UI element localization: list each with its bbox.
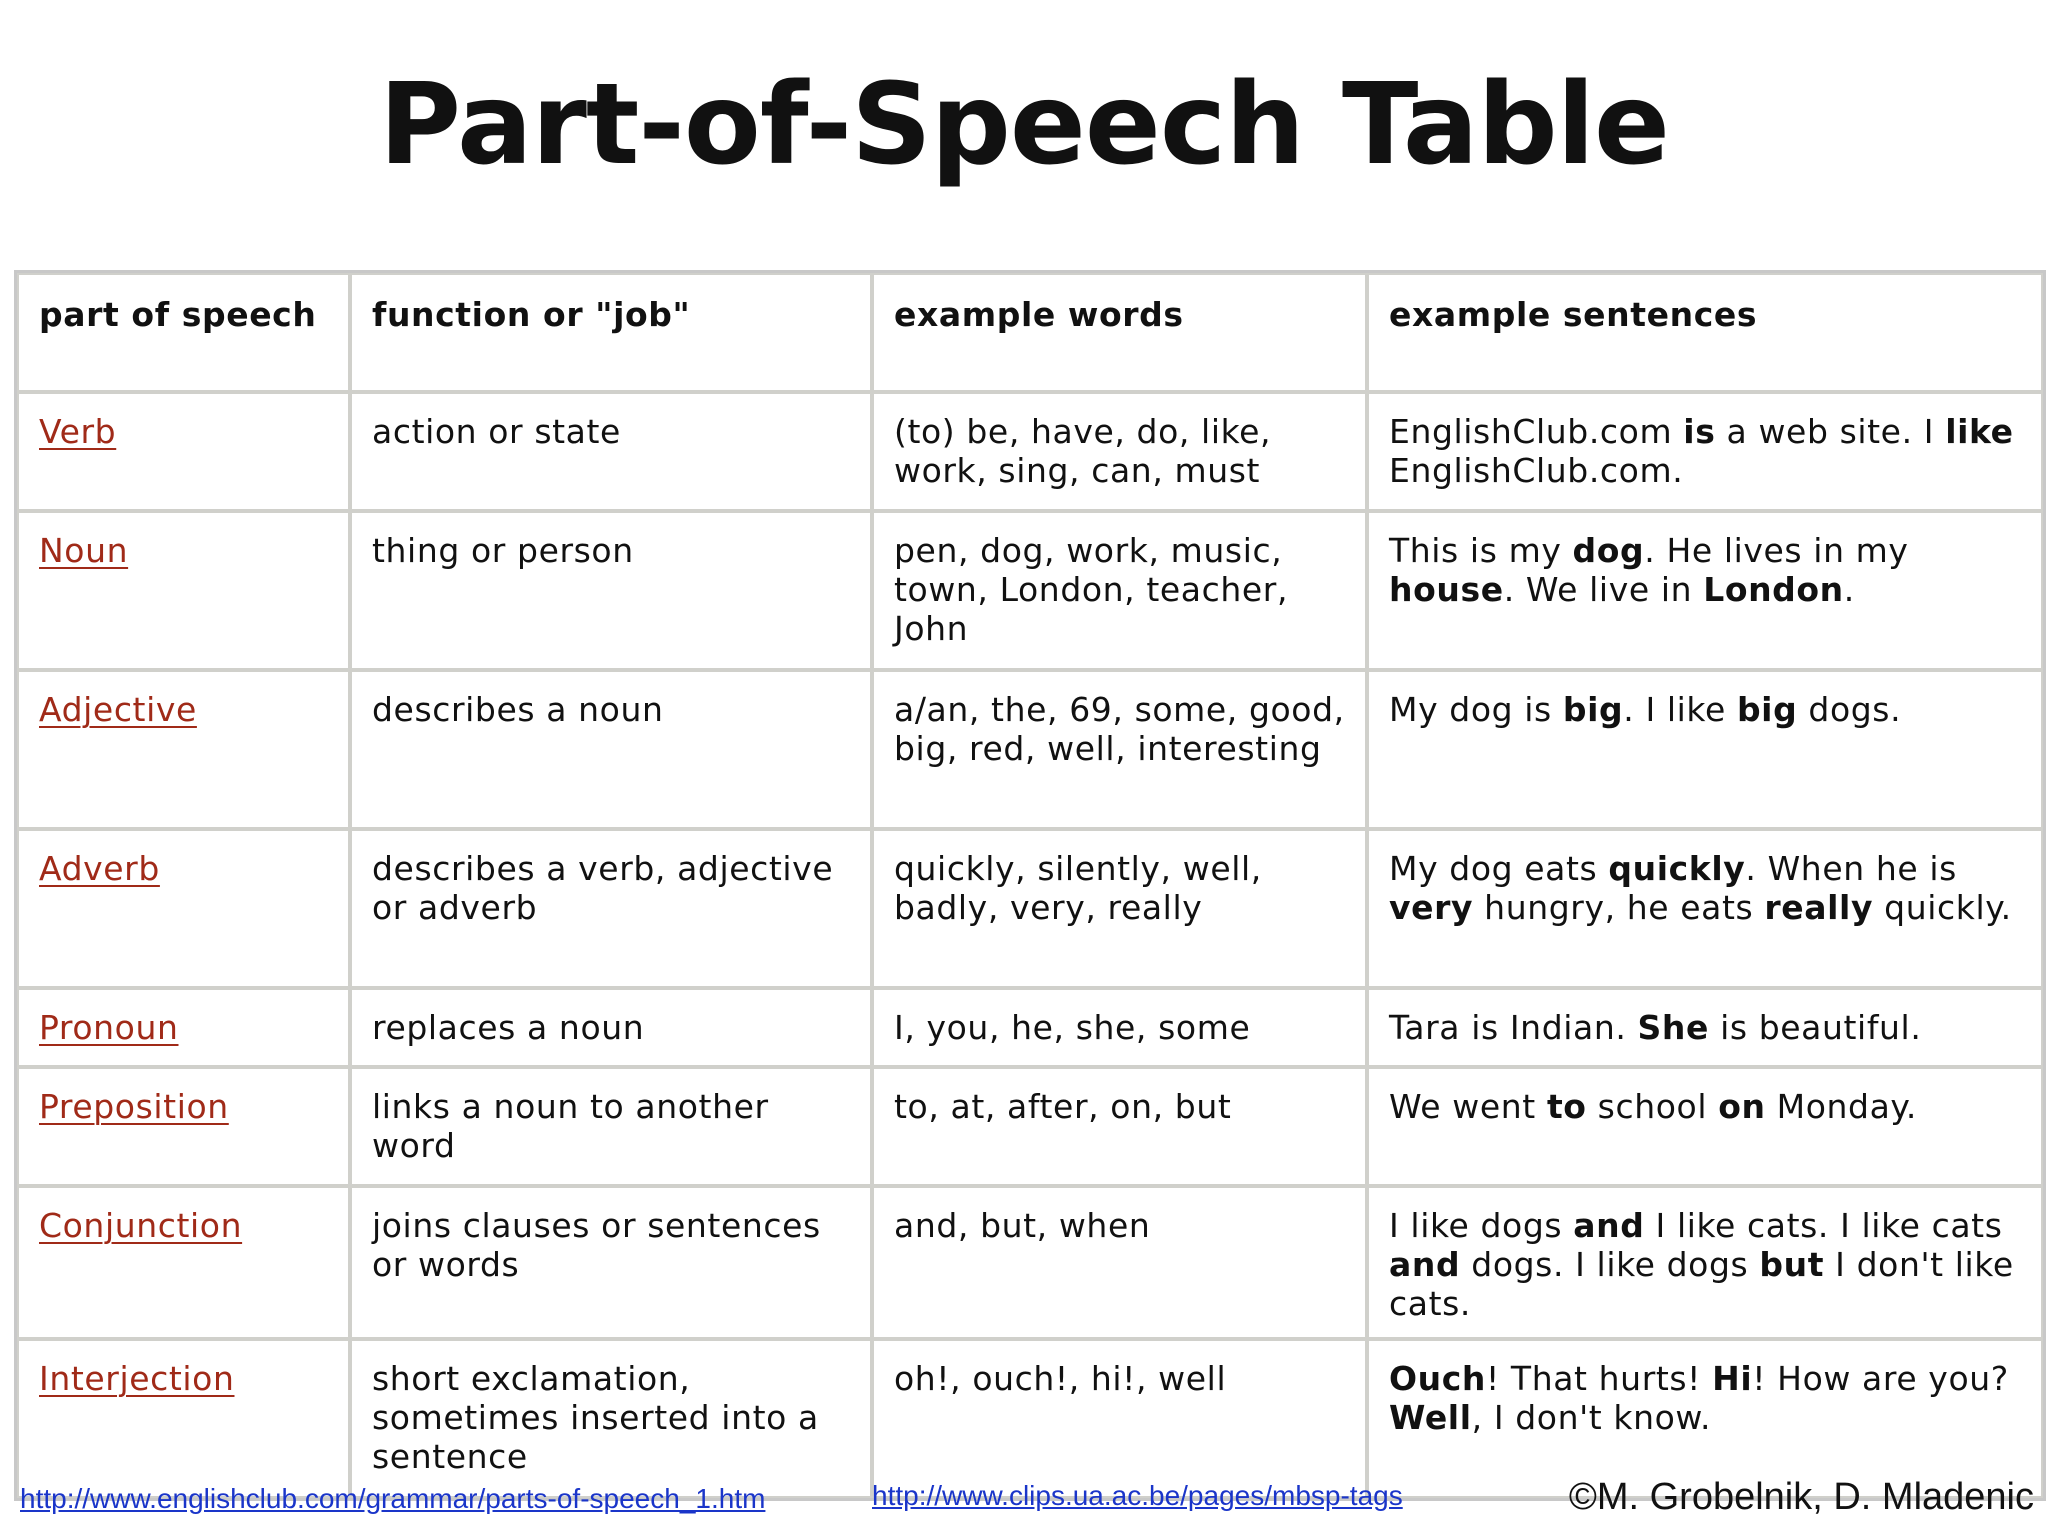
example-sentence-cell — [1367, 988, 2043, 1067]
highlighted-word: house — [1389, 570, 1504, 609]
column-header-function: function or "job" — [350, 273, 872, 392]
part-of-speech-link[interactable]: Adverb — [39, 849, 160, 888]
part-of-speech-link[interactable]: Noun — [39, 531, 129, 570]
part-of-speech-cell — [17, 1186, 350, 1339]
highlighted-word: is — [1683, 412, 1716, 451]
highlighted-word: quickly — [1608, 849, 1746, 888]
example-sentence-cell — [1367, 511, 2043, 670]
sentence-text: is beautiful. — [1708, 1008, 1922, 1047]
part-of-speech-cell — [17, 988, 350, 1067]
part-of-speech-cell — [17, 829, 350, 988]
highlighted-word: She — [1637, 1008, 1709, 1047]
table-row — [17, 1339, 2043, 1498]
sentence-text: . I like — [1623, 690, 1737, 729]
part-of-speech-table — [14, 270, 2046, 1501]
example-sentence-cell — [1367, 1339, 2043, 1498]
table-row — [17, 988, 2043, 1067]
example-words-cell: pen, dog, work, music, town, London, teacher, John — [872, 511, 1367, 670]
sentence-text: dogs. — [1797, 690, 1902, 729]
sentence-text: . — [1843, 570, 1855, 609]
highlighted-word: London — [1703, 570, 1844, 609]
function-cell: joins clauses or sentences or words — [350, 1186, 872, 1339]
highlighted-word: Hi — [1712, 1359, 1753, 1398]
example-words-cell: (to) be, have, do, like, work, sing, can, must — [872, 392, 1367, 511]
part-of-speech-link[interactable]: Conjunction — [39, 1206, 243, 1245]
table-row — [17, 829, 2043, 988]
sentence-text: We went — [1389, 1087, 1547, 1126]
sentence-text: EnglishClub.com — [1389, 412, 1684, 451]
part-of-speech-link[interactable]: Adjective — [39, 690, 197, 729]
highlighted-word: big — [1736, 690, 1798, 729]
example-words-cell: quickly, silently, well, badly, very, really — [872, 829, 1367, 988]
highlighted-word: big — [1562, 690, 1624, 729]
function-cell: describes a noun — [350, 670, 872, 829]
highlighted-word: dog — [1572, 531, 1645, 570]
sentence-text: . We live in — [1503, 570, 1704, 609]
example-words-cell: a/an, the, 69, some, good, big, red, well, interesting — [872, 670, 1367, 829]
sentence-text: . He lives in my — [1644, 531, 1909, 570]
sentence-text: dogs. I like dogs — [1460, 1245, 1760, 1284]
example-sentence-cell — [1367, 829, 2043, 988]
highlighted-word: really — [1764, 888, 1874, 927]
part-of-speech-cell — [17, 1339, 350, 1498]
clips-source-link[interactable]: http://www.clips.ua.ac.be/pages/mbsp-tags — [872, 1480, 1403, 1511]
example-sentence-cell — [1367, 392, 2043, 511]
highlighted-word: but — [1759, 1245, 1825, 1284]
part-of-speech-cell — [17, 670, 350, 829]
function-cell: describes a verb, adjective or adverb — [350, 829, 872, 988]
part-of-speech-link[interactable]: Verb — [39, 412, 117, 451]
example-words-cell: I, you, he, she, some — [872, 988, 1367, 1067]
table-row — [17, 1067, 2043, 1186]
copyright-notice: ©M. Grobelnik, D. Mladenic — [1568, 1476, 2034, 1518]
function-cell: action or state — [350, 392, 872, 511]
sentence-text: a web site. I — [1715, 412, 1946, 451]
sentence-text: My dog is — [1389, 690, 1563, 729]
sentence-text: I don't like cats. — [1389, 1245, 2014, 1323]
highlighted-word: Well — [1389, 1398, 1472, 1437]
part-of-speech-cell — [17, 511, 350, 670]
part-of-speech-link[interactable]: Preposition — [39, 1087, 229, 1126]
sentence-text: ! How are you? — [1752, 1359, 2009, 1398]
sentence-text: This is my — [1389, 531, 1573, 570]
sentence-text: Monday. — [1765, 1087, 1917, 1126]
part-of-speech-link[interactable]: Interjection — [39, 1359, 235, 1398]
function-cell: short exclamation, sometimes inserted into a sentence — [350, 1339, 872, 1498]
highlighted-word: and — [1573, 1206, 1645, 1245]
sentence-text: I like cats. I like cats — [1644, 1206, 2003, 1245]
sentence-text: school — [1586, 1087, 1719, 1126]
column-header-example-words: example words — [872, 273, 1367, 392]
highlighted-word: on — [1718, 1087, 1766, 1126]
table-header-row — [17, 273, 2043, 392]
part-of-speech-cell — [17, 392, 350, 511]
highlighted-word: to — [1546, 1087, 1587, 1126]
example-sentence-cell — [1367, 670, 2043, 829]
table-body — [17, 392, 2043, 1498]
highlighted-word: and — [1389, 1245, 1461, 1284]
example-sentence-cell — [1367, 1186, 2043, 1339]
sentence-text: , I don't know. — [1471, 1398, 1712, 1437]
page-title: Part-of-Speech Table — [378, 60, 1670, 190]
highlighted-word: very — [1389, 888, 1474, 927]
sentence-text: Tara is Indian. — [1389, 1008, 1638, 1047]
sentence-text: I like dogs — [1389, 1206, 1574, 1245]
function-cell: replaces a noun — [350, 988, 872, 1067]
example-words-cell: oh!, ouch!, hi!, well — [872, 1339, 1367, 1498]
example-sentence-cell — [1367, 1067, 2043, 1186]
example-words-cell: to, at, after, on, but — [872, 1067, 1367, 1186]
column-header-part-of-speech: part of speech — [17, 273, 350, 392]
table-row — [17, 1186, 2043, 1339]
highlighted-word: like — [1945, 412, 2014, 451]
sentence-text: EnglishClub.com. — [1389, 451, 1684, 490]
sentence-text: ! That hurts! — [1486, 1359, 1713, 1398]
sentence-text: . When he is — [1745, 849, 1957, 888]
part-of-speech-cell — [17, 1067, 350, 1186]
column-header-example-sentences: example sentences — [1367, 273, 2043, 392]
sentence-text: quickly. — [1873, 888, 2012, 927]
function-cell: links a noun to another word — [350, 1067, 872, 1186]
part-of-speech-link[interactable]: Pronoun — [39, 1008, 179, 1047]
table-row — [17, 392, 2043, 511]
table-row — [17, 670, 2043, 829]
englishclub-source-link[interactable]: http://www.englishclub.com/grammar/parts-of-speech_1.htm — [20, 1483, 766, 1514]
example-words-cell: and, but, when — [872, 1186, 1367, 1339]
sentence-text: My dog eats — [1389, 849, 1609, 888]
function-cell: thing or person — [350, 511, 872, 670]
highlighted-word: Ouch — [1389, 1359, 1487, 1398]
sentence-text: hungry, he eats — [1473, 888, 1765, 927]
table-row — [17, 511, 2043, 670]
